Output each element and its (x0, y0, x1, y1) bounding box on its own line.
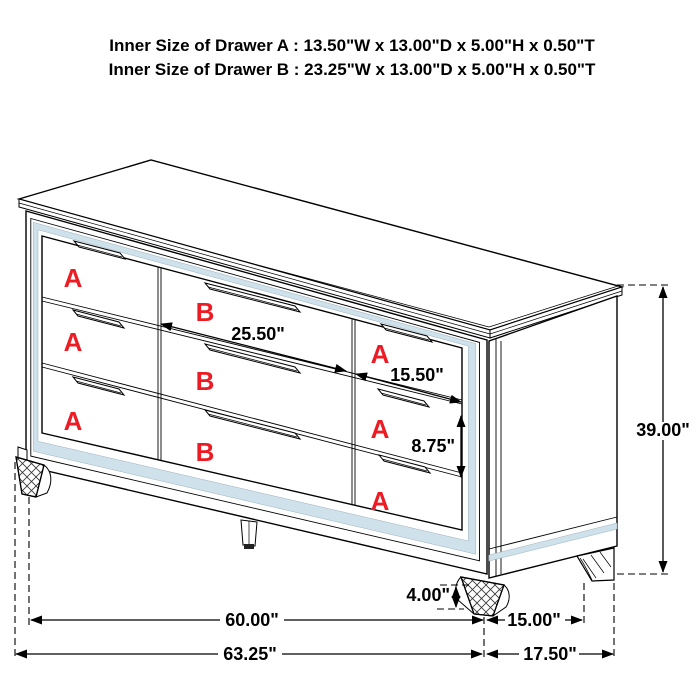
dim-overall-depth: 17.50" (523, 644, 577, 664)
drawer-label: B (195, 437, 215, 467)
header (109, 36, 596, 79)
drawer-label: B (195, 297, 215, 327)
dresser-side-panel (489, 296, 617, 578)
drawer-label: A (370, 486, 390, 516)
drawer-label: A (370, 414, 390, 444)
dim-drawer-a-width: 15.50" (390, 365, 444, 385)
drawer-label: A (63, 406, 83, 436)
drawer-label: B (195, 366, 215, 396)
dim-drawer-front-height: 8.75" (411, 436, 455, 456)
dim-front-leg-span: 60.00" (225, 610, 279, 630)
dim-overall-width: 63.25" (223, 644, 277, 664)
drawer-a-inner-size-text: Inner Size of Drawer A : 13.50"W x 13.00"D x 5.00"H x 0.50"T (109, 36, 595, 55)
drawer-label: A (370, 339, 390, 369)
dim-drawer-b-width: 25.50" (231, 324, 285, 344)
drawer-label: A (63, 263, 83, 293)
dim-side-leg-span: 15.00" (507, 610, 561, 630)
dim-overall-height: 39.00" (636, 420, 690, 440)
center-leg-foot (244, 544, 254, 549)
dim-leg-height: 4.00" (406, 585, 450, 605)
side-panel-face (489, 296, 617, 578)
drawer-b-inner-size-text: Inner Size of Drawer B : 23.25"W x 13.00"D x 5.00"H x 0.50"T (108, 60, 596, 79)
drawer-label: A (63, 327, 83, 357)
